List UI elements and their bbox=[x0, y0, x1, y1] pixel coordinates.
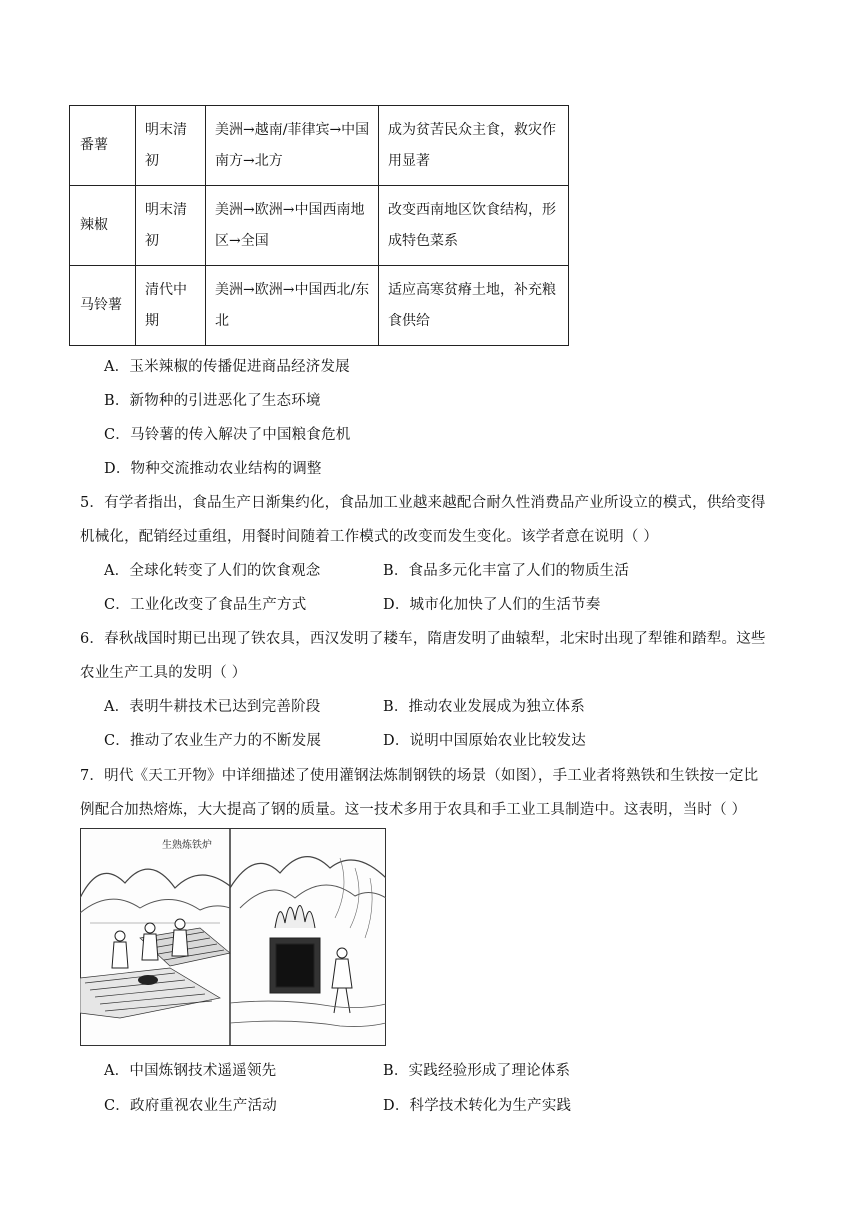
table-row bbox=[70, 186, 569, 266]
table-cell-route: 美洲→欧洲→中国西北/东北 bbox=[206, 266, 379, 346]
woodcut-iron-smelting-figure bbox=[80, 828, 386, 1046]
q6-option-b[interactable]: B．推动农业发展成为独立体系 bbox=[383, 699, 585, 715]
table-cell-time: 清代中期 bbox=[136, 266, 206, 346]
q4-option-b[interactable]: B．新物种的引进恶化了生态环境 bbox=[104, 393, 321, 409]
q6-stem-line-1: 6．春秋战国时期已出现了铁农具，西汉发明了耧车，隋唐发明了曲辕犁，北宋时出现了犁锥和踏犁。这些 bbox=[80, 631, 766, 647]
q5-option-b[interactable]: B．食品多元化丰富了人们的物质生活 bbox=[383, 563, 630, 579]
q6-option-c[interactable]: C．推动了农业生产力的不断发展 bbox=[104, 733, 322, 749]
q6-option-d[interactable]: D．说明中国原始农业比较发达 bbox=[383, 733, 586, 749]
q4-option-c[interactable]: C．马铃薯的传入解决了中国粮食危机 bbox=[104, 427, 351, 443]
q5-option-c[interactable]: C．工业化改变了食品生产方式 bbox=[104, 597, 307, 613]
q7-option-a[interactable]: A．中国炼钢技术遥遥领先 bbox=[104, 1063, 277, 1079]
figure-caption: 生熟炼铁炉 bbox=[162, 840, 212, 851]
table-cell-crop: 番薯 bbox=[70, 106, 136, 186]
table-row bbox=[70, 266, 569, 346]
q4-option-a[interactable]: A．玉米辣椒的传播促进商品经济发展 bbox=[104, 359, 350, 375]
q7-option-c[interactable]: C．政府重视农业生产活动 bbox=[104, 1098, 277, 1114]
q4-option-d[interactable]: D．物种交流推动农业结构的调整 bbox=[104, 461, 322, 477]
q5-option-d[interactable]: D．城市化加快了人们的生活节奏 bbox=[383, 597, 601, 613]
q7-stem-line-2: 例配合加热熔炼，大大提高了钢的质量。这一技术多用于农具和手工业工具制造中。这表明，当时（ ） bbox=[80, 802, 747, 818]
table-cell-time: 明末清初 bbox=[136, 186, 206, 266]
q5-stem-line-2: 机械化，配销经过重组，用餐时间随着工作模式的改变而发生变化。该学者意在说明（ ） bbox=[80, 529, 659, 545]
table-row bbox=[70, 106, 569, 186]
q5-option-a[interactable]: A．全球化转变了人们的饮食观念 bbox=[104, 563, 321, 579]
table-cell-crop: 辣椒 bbox=[70, 186, 136, 266]
table-cell-impact: 适应高寒贫瘠土地，补充粮食供给 bbox=[379, 266, 569, 346]
table-cell-route: 美洲→越南/菲律宾→中国南方→北方 bbox=[206, 106, 379, 186]
table-cell-impact: 成为贫苦民众主食，救灾作用显著 bbox=[379, 106, 569, 186]
q7-stem-line-1: 7．明代《天工开物》中详细描述了使用灌钢法炼制钢铁的场景（如图），手工业者将熟铁和生铁按一定比 bbox=[80, 768, 759, 784]
q7-option-b[interactable]: B．实践经验形成了理论体系 bbox=[383, 1063, 571, 1079]
q6-option-a[interactable]: A．表明牛耕技术已达到完善阶段 bbox=[104, 699, 321, 715]
table-cell-route: 美洲→欧洲→中国西南地区→全国 bbox=[206, 186, 379, 266]
q6-stem-line-2: 农业生产工具的发明（ ） bbox=[80, 665, 247, 681]
q7-option-d[interactable]: D．科学技术转化为生产实践 bbox=[383, 1098, 572, 1114]
q5-stem-line-1: 5．有学者指出，食品生产日渐集约化，食品加工业越来越配合耐久性消费品产业所设立的模式，供给变得 bbox=[80, 495, 766, 511]
table-cell-crop: 马铃薯 bbox=[70, 266, 136, 346]
table-cell-impact: 改变西南地区饮食结构，形成特色菜系 bbox=[379, 186, 569, 266]
crop-spread-table bbox=[69, 105, 569, 346]
table-cell-time: 明末清初 bbox=[136, 106, 206, 186]
